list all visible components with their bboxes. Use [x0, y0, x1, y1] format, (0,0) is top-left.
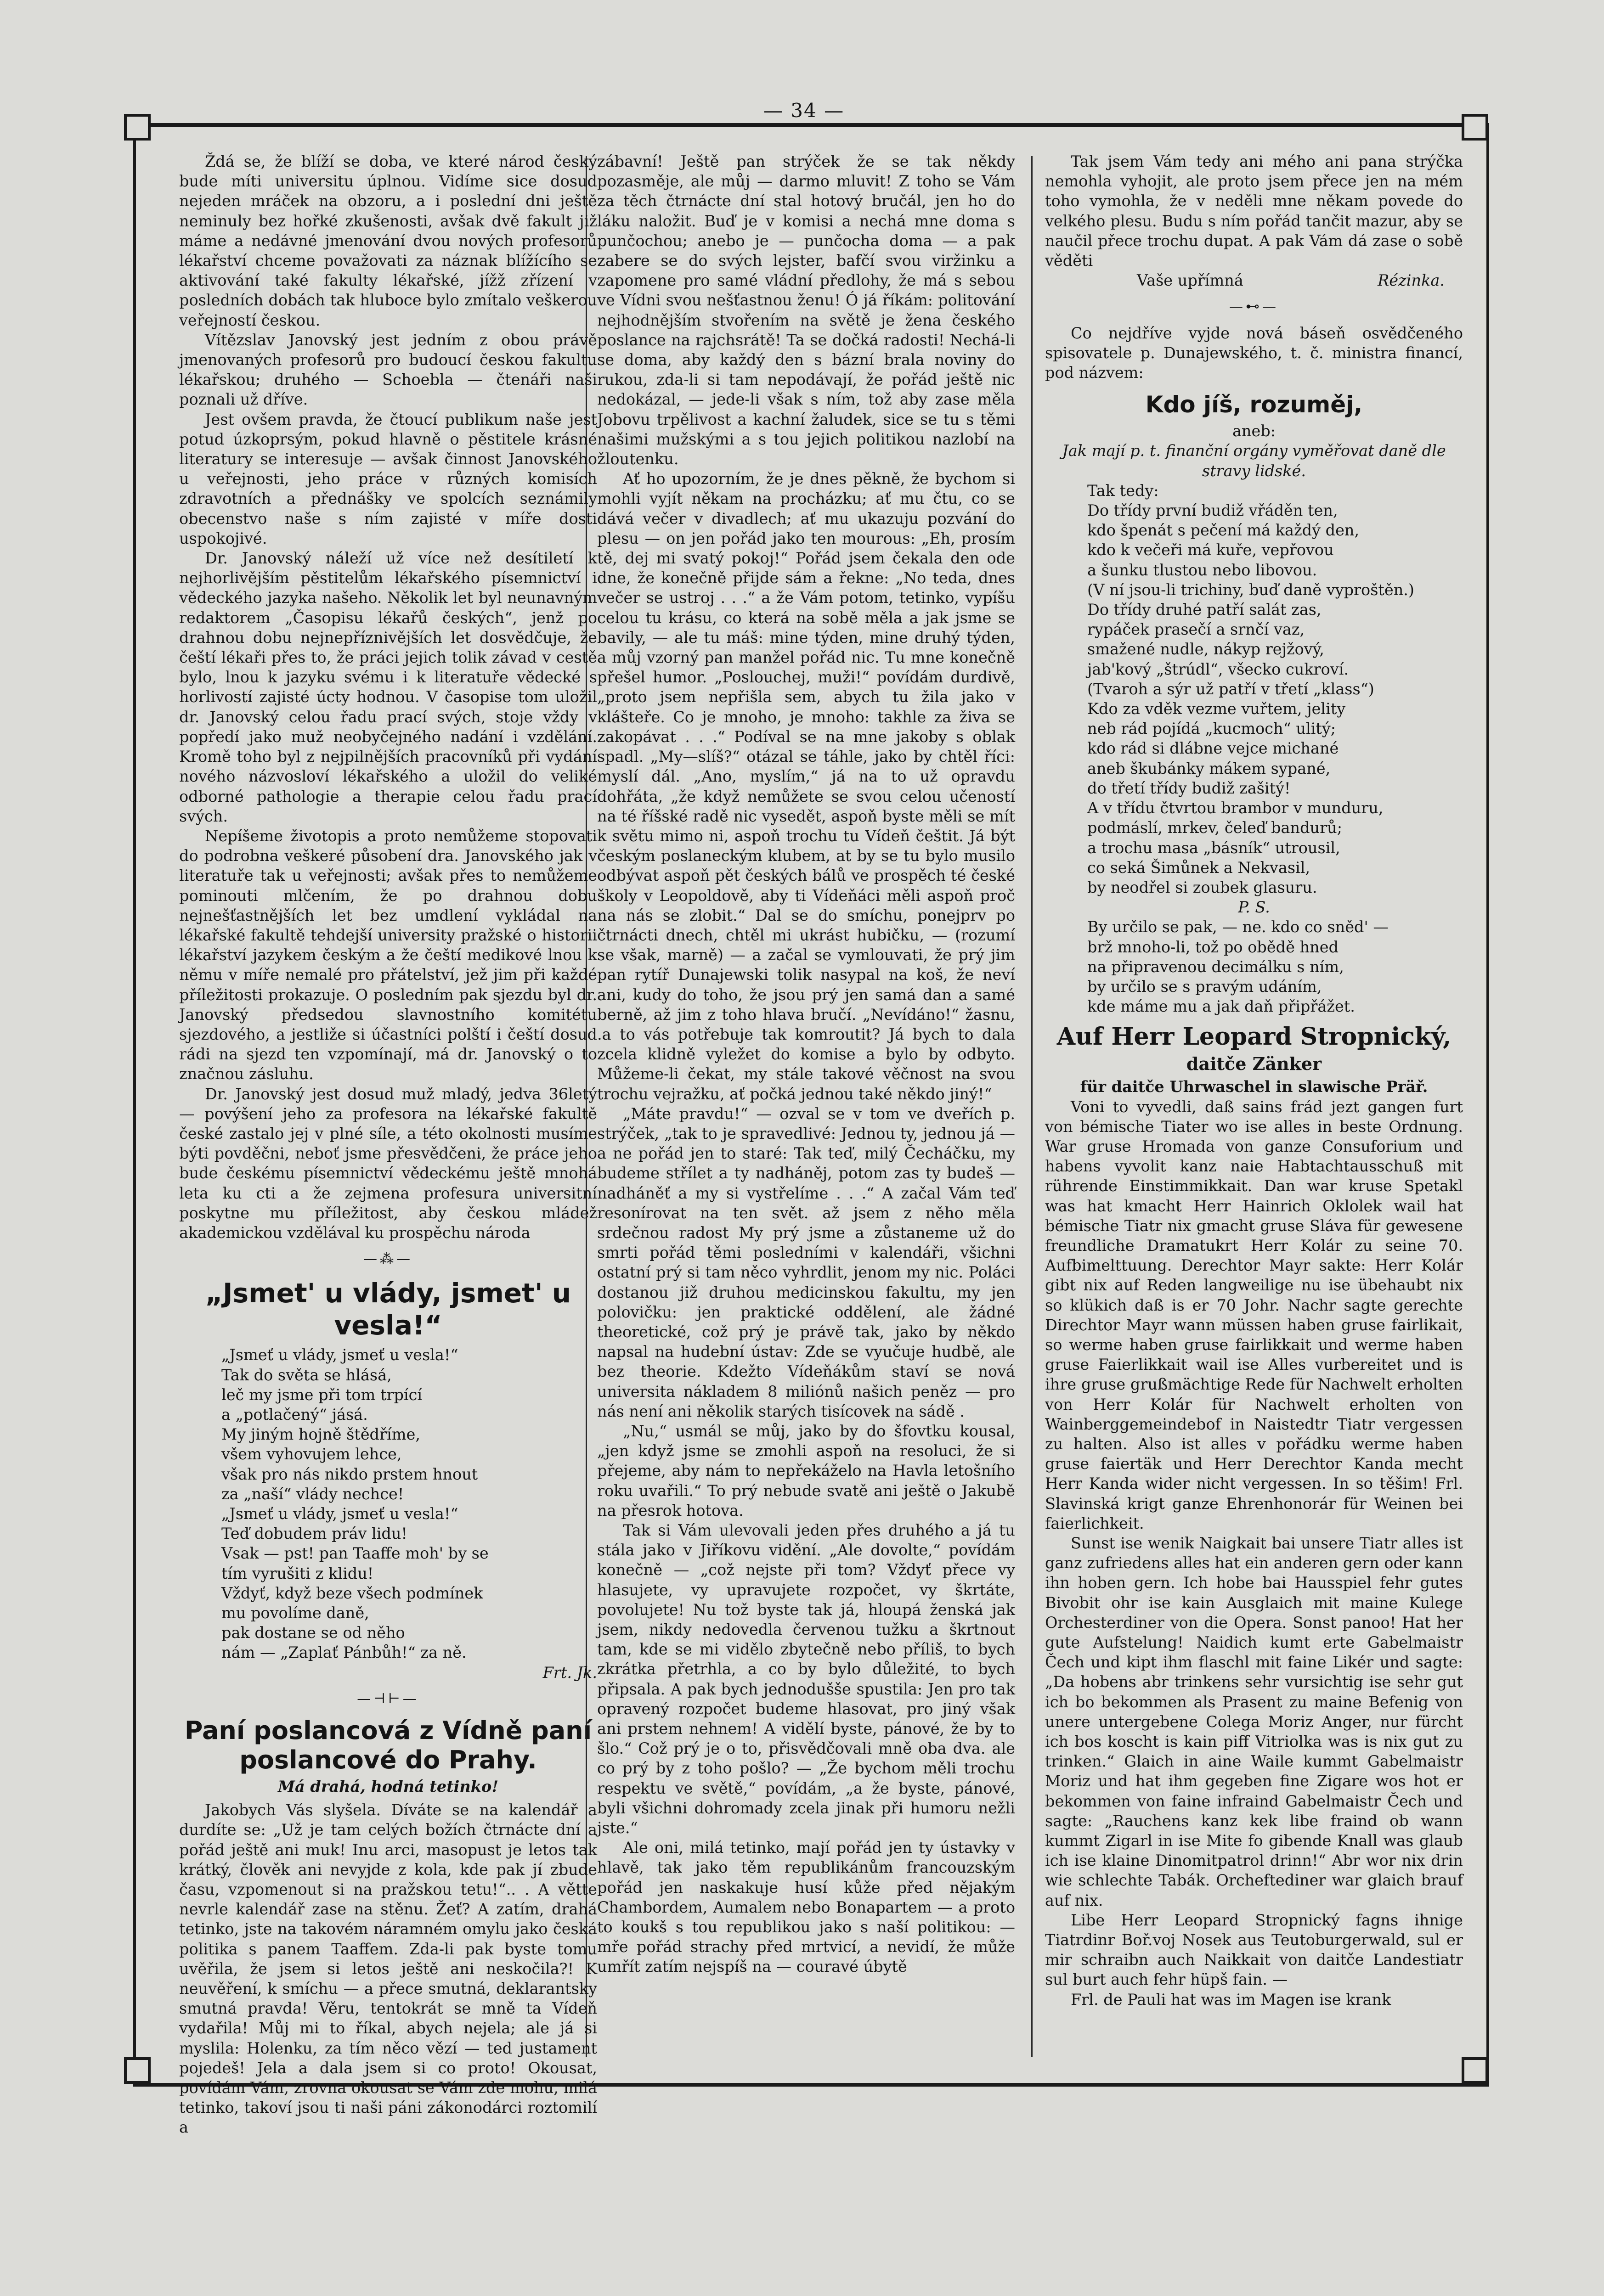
column-3: [1045, 152, 1463, 2062]
poem-line: Vždyť, když beze všech podmínek: [221, 1584, 483, 1602]
satire-poem-title: Kdo jíš, rozuměj,: [1145, 391, 1363, 418]
poem-line: kdo špenát s pečení má každý den,: [1087, 521, 1360, 540]
postscript-body: [1045, 917, 1463, 1016]
poem-line: však pro nás nikdo prstem hnout: [221, 1465, 478, 1483]
border-corner-top-right: [1462, 114, 1488, 141]
article-janovsky-p4: Dr. Janovský náleží už více než desítiletí k nejhorlivějším pěstitelům lékařského písemnictví i vědeckého jazyka našeho. Několik let byl neunavným redaktorem „Časopisu lékařů českých“, jenž po drahnou dobu nejnepříznivějších let dosvědčuje, že čeští lékaři přes to, že práci jejich tolik závad v cestě bylo, lnou k jazyku svému i k literatuře vědecké s horlivostí zajisté úcty hodnou. V časopise tom uložil dr. Janovský celou řadu prací svých, stoje vždy v popředí jako muž neobyčejného nadání i vzdělání. Kromě toho byl z nejpilnějších pracovníků při vydání nového názvosloví lékařského a uložil do veliké odborné pathologie a therapie celou řadu prací svých.: [179, 549, 597, 825]
announcement-intro: Co nejdříve vyjde nová báseň osvědčeného spisovatele p. Dunajewského, t. č. ministra financí, pod názvem:: [1045, 324, 1463, 382]
dialect-article-title: Auf Herr Leopard Stropnický,: [1056, 1023, 1452, 1051]
ornament-divider: —⊷—: [1229, 298, 1279, 315]
letter-continued-p3: „Máte pravdu!“ — ozval se v tom ve dveřích p. strýček, „tak to je spravedlivé: Jednou ty, jednou já — a ne pořád jen to staré: Tak teď, milý Čecháčku, my budeme střílet a ty nadháněj, potom zas ty budeš — nadháněť a my si vystřelíme . . .“ A začal Vám teď resonírovat na ten svět. až jsem z něho měla srdečnou radost My prý jsme a zůstaneme už do smrti pořád těmi posledními v kalendáři, všichni ostatní prý si tam něco vyhrdlit, jenom my nic. Poláci dostanou již druhou medicinskou fakultu, my jen polovičku: jen praktické oddělení, ale žádné theoretické, což prý je právě tak, jako by někdo napsal na hudební ústav: Zde se vyučuje hudbě, ale bez theorie. Kdežto Vídeňákům staví se nová universita nákladem 8 miliónů našich peněz — pro nás není ani několik starých tisícovek na sádě .: [597, 1104, 1015, 1420]
letter-continued-p2: Ať ho upozorním, že je dnes pěkně, že bychom si mohli vyjít někam na procházku; ať mu čtu, co se dává večer v divadlech; ať mu ukazuju pozvání do plesu — on jen pořád jako ten mourous: „Eh, prosím tě, dej mi svatý pokoj!“ Pořád jsem čekala den ode dne, že konečně přijde sám a řekne: „No teda, dnes večer se ustroj . . .“ a že Vám potom, tetinko, vypíšu celou tu krásu, co která na sobě měla a jak jsme se bavily, — ale tu máš: mine týden, mine druhý týden, a můj vzorný pan manžel pořád nic. Tu mne konečně přešel humor. „Poslouchej, muži!“ povídám durdivě, „proto jsem nepřišla sem, abych tu žila jako v klášteře. Co je mnoho, je mnoho: takhle za živa se zakopávat . . .“ Podíval se na mne jakoby s oblak spadl. „My—slíš?“ otázal se táhle, jako by chtěl říci: myslí dál. „Ano, myslím,“ já na to už opravdu dohřáta, „že když nemůžete se svou celou učeností na té říšské radě nic vysedět, aspoň byste měli se mít k světu mimo ni, aspoň trochu tu Vídeň češtit. Já být českým poslaneckým klubem, at by se tu bylo musilo odbývat aspoň pět českých bálů ve prospěch té české školy v Leopoldově, aby ti Vídeňáci měli aspoň proč na nás se zlobit.“ Dal se do smíchu, ponejprv po čtrnácti dnech, chtěl mi ukrást hubičku, — (rozumí se však, marně) — a začal se vymlouvati, že prý jim pan rytíř Dunajewski tolik nasypal na koš, že neví ani, kudy do toho, že jsou prý jen samá dan a samé berně, až jim z toho hlava bručí. „Nevídáno!“ žasnu, .a to vás potřebuje tak komroutit? Já bych to dala zcela klidně vyležet do komise a bylo by odbyto. Můžeme-li čekat, my stále takové věčnost na svou trochu vejražku, ať počká jednou také někdo jiný!“: [597, 470, 1015, 1103]
dialect-article-p1: Voni to vyvedli, daß sains frád jezt gangen furt von bémische Tiater wo ise alles in beste Ordnung. War gruse Hromada von ganze Consuforium und habens vyvolit kanz naie Habtachtausschuß mit rührende Einstimmikkait. Dan war kruse Spetakl was hat kmacht Herr Hainrich Oklolek wail hat bémische Tiatr nix gmacht gruse Sláva für gewesene freundliche Dramatukrt Herr Kolár zu seine 70. Aufbimelttuung. Derechtor Mayr sakte: Herr Kolár gibt nix auf Reden langweilige nu ise übehaubt nix so klükich daß is er 70 Johr. Nachr sagte gerechte Direchtor Mayr wann müssen haben gruse fairlikait, so werme haben gruse fairlikkait und werme haben gruse Faierlikkait wail ise Alles vurbereitet und is ihre gruse grußmächtige Rede für Nachwelt erholten von Herr Kolár für Nachwelt erholten von Wainberggemeindebof in Naistedtr Tiatr vergessen zu halten. Also ist alles v pořádku werme haben gruse faiertäk und Herr Derechtor Kanda mecht Herr Kanda wider nicht vergessen. In so těšim! Frl. Slavinská krigt ganze Ehrenhonorár für Weinen bei faierlichkeit.: [1045, 1097, 1463, 1532]
poem-line: pak dostane se od něho: [221, 1624, 405, 1642]
ornament-divider: —⁂—: [363, 1251, 413, 1267]
poem-line: smažené nudle, nákyp rejžový,: [1087, 640, 1324, 658]
poem-line: by neodřel si zoubek glasuru.: [1087, 878, 1317, 896]
poem-line: brž mnoho-li, tož po obědě hned: [1087, 938, 1339, 956]
letter-continued-p1: zábavní! Ještě pan strýček že se tak někdy pozasměje, ale můj — darmo mluvit! Z toho se Vám za těch čtrnácte dní stal hotový bručál, jen ho do láku naložit. Buď je v komisi a nechá mne doma s punčochou; anebo je — punčocha doma — a pak zabere se do svých lejster, bafčí svou viržinku a zapomene pro samé vládní předlohy, že má s sebou ve Vídni svou nešťastnou ženu! Ó já říkám: politování nejhodnějším stvořením na světě je žena českého poslance na rajchsrátě! Ta se dočká radosti! Nechá-li se doma, aby každý den s bázní brala noviny do rukou, zda-li si tam nepodávají, že pořád ještě nic nedokázal, — jede-li však s ním, tož aby zase měla Jobovu trpělivost a kachní žaludek, sice se tu s těmi našimi mužskými a s tou jejich politikou nazlobí na žloutenku.: [597, 152, 1015, 468]
poem-line: Kdo za vděk vezme vuřtem, jelity: [1087, 700, 1346, 718]
poem-line: „Jsmeť u vlády, jsmeť u vesla!“: [221, 1346, 458, 1364]
poem-line: leč my jsme při tom trpící: [221, 1385, 423, 1404]
signature-name: Rézinka.: [1378, 271, 1445, 290]
poem-line: My jiným hojně štědříme,: [221, 1425, 420, 1444]
poem-line: na připravenou decimálku s ním,: [1087, 957, 1344, 976]
dialect-article-subtitle: daitče Zänker: [1186, 1053, 1322, 1075]
satire-poem-body: [1045, 481, 1463, 897]
article-janovsky-p3: Jest ovšem pravda, že čtoucí publikum naše jest potud úzkoprsým, pokud hlavně o pěstitele krásné literatury se interesuje — avšak činnost Janovského u veřejnosti, jeho práce v různých komisích zdravotních a přednášky ve spolcích seznámily obecenstvo naše s ním zajisté v míře dosti uspokojivé.: [179, 410, 597, 547]
poem-line: By určilo se pak, — ne. kdo co sněd' —: [1087, 918, 1389, 936]
poem-line: „Jsmeť u vlády, jsmeť u vesla!“: [221, 1505, 458, 1523]
poem-line: (V ní jsou-li trichiny, buď daně vyproštěn.): [1087, 580, 1414, 599]
poem-line: Do třídy druhé patří salát zas,: [1087, 601, 1322, 619]
poem-signature: Frt. Jk.: [542, 1663, 597, 1682]
dialect-article-p2: Sunst ise wenik Naigkait bai unsere Tiatr alles ist ganz zufriedens alles hat ein anderen gern oder kann ihn hoben gern. Ich hobe bai Hausspiel fehr gutes Bivobit ohr ise kain Ausglaich mit maine Kulege Orchesterdiner von die Opera. Sonst panoo! Hat her gute Aufstelung! Naidich kumt erte Gabelmaistr Čech und kipt ihm flaschl mit faine Likér und sagte: „Da hobens abr trinkens sehr vursichtig ise sehr gut ich bo bekommen als Prasent zu maine Befenig von unere untergebene Colega Moriz Anger, nur fürcht ich bos koscht is kain piff Vitriolka was is nix gut zu trinken.“ Glaich in aine Waile kummt Gabelmaistr Moriz und hat ihm gegeben fine Zigare wos hot er bekommen von faine infraind Gabelmaistr Čech und sagte: „Rauchens kanz kek libe fraind ob wann kummt Zigarl in ise Mite fo gibende Knall was glaub ich ise klaine Dinomitpatrol drinn!“ Abr wor nix drin wie schlechte Tabák. Orcheftediner war glaich brauf auf nix.: [1045, 1534, 1463, 1909]
article-salutation: Má drahá, hodná tetinko!: [277, 1778, 499, 1796]
letter-continued-p4: „Nu,“ usmál se můj, jako by do šfovtku kousal, „jen když jsme se zmohli aspoň na resoluci, že si přejeme, aby nám to nepřekáželo na Havla letošního roku uvařili.“ To prý nebude svatě ani ještě o Jakubě na přesrok hotova.: [597, 1422, 1015, 1519]
poem-line: a trochu masa „básník“ utrousil,: [1087, 838, 1340, 857]
letter-signature: [1045, 270, 1463, 290]
poem-line: a šunku tlustou nebo libovou.: [1087, 561, 1317, 579]
poem-line: by určilo se s pravým udáním,: [1087, 977, 1322, 996]
column-1: [179, 152, 597, 2137]
poem-body: [179, 1345, 597, 1662]
poem-line: všem vyhovujem lehce,: [221, 1445, 402, 1463]
poem-line: Tak do světa se hlásá,: [221, 1366, 392, 1384]
poem-line: tím vyrušiti z klidu!: [221, 1564, 374, 1582]
poem-line: Teď dobudem práv lidu!: [221, 1525, 407, 1543]
dialect-article-p3: Libe Herr Leopard Stropnický fagns ihnige Tiatrdinr Boř.voj Nosek aus Teutoburgerwald, sul er mir schraibn auch Naikkait von daitče Landestiatr sul burt auch fehr hüpš fain. —: [1045, 1911, 1463, 1989]
poem-line: kdo rád si dlábne vejce michané: [1087, 739, 1339, 758]
poem-line: a „potlačený“ jásá.: [221, 1405, 368, 1424]
ornament-divider: —⊣⊢—: [357, 1690, 419, 1707]
poem-line: co seká Šimůnek a Nekvasil,: [1087, 858, 1310, 877]
letter-continued-p5: Tak si Vám ulevovali jeden přes druhého a já tu stála jako v Jiříkovu vidění. „Ale dovolte,“ povídám konečně — „což nejste při tom? Vždyť přece vy hlasujete, vy upravujete rozpočet, vy škrtáte, povolujete! Nu tož byste tak já, hloupá ženská jak jsem, nikdy nedovedla červenou tužku a škrtnout tam, kde se mi vidělo zbytečně nebo příliš, to bych zkrátka přetrhla, a co by bylo důležité, to bych připsala. A pak bych jednodušše spustila: Jen pro tak opravený rozpočet budeme hlasovat, pro jiný však ani prstem nehnem! A vidělí byste, pánové, že by to šlo.“ Což prý je o to, přisvědčovali mně oba dva. ale co prý by z toho pošlo? — „Že bychom měli trochu respektu ve světě,“ povídám, „a že byste, pánové, byli všichni dohromady zcela jinak při humoru nežli jste.“: [597, 1521, 1015, 1837]
article-janovsky-p2: Vítězslav Janovský jest jedním z obou právě jmenovaných profesorů pro budoucí českou fakultu lékařskou; druhého — Schoebla — čtenáři naši poznali už dříve.: [179, 331, 597, 409]
poem-line: do třetí třídy budiž zašitý!: [1087, 779, 1291, 797]
column-divider-2: [1031, 156, 1033, 2057]
poem-line: podmáslí, mrkev, čeleď bandurů;: [1087, 819, 1342, 837]
article-janovsky-p5: Nepíšeme životopis a proto nemůžeme stopovati do podrobna veškeré působení dra. Janovského jak v literatuře tak u veřejnosti; avšak přes to nemůžeme pominouti mlčením, že po drahnou dobu nejnešťastnějších let bez umdlení vykládal na lékařské fakultě tehdejší university pražské o historii lékařství jazykem českým a že čeští medikové lnou k němu v míře nemalé pro přátelství, jež jim při každé příležitosti prokazuje. O posledním pak sjezdu byl dr. Janovský předsedou slavnostního komitétu sjezdového, a jestliže si účastníci polští i čeští dosud rádi na sjezd ten vzpomínají, má dr. Janovský o to značnou zásluhu.: [179, 827, 597, 1083]
poem-line: nám — „Zaplať Pánbůh!“ za ně.: [221, 1643, 467, 1662]
article-letter-p1: Jakobych Vás slyšela. Díváte se na kalendář a durdíte se: „Už je tam celých božích čtrnácte dní a pořád ještě ani muk! Inu arci, masopust je letos tak krátký, člověk ani nevyjde z kola, kde pak jí zbude času, vzpomenout si na pražskou tetu!“.. . A větte nevrle kalendář zase na stěnu. Žeť? A zatím, drahá tetinko, jste na takovém náramném omylu jako česká politika s panem Taaffem. Zda-li pak byste tomu uvěřila, že jsem si letos ještě ani neskočila?! K neuvěření, k smíchu — a přece smutná, deklarantsky smutná pravda! Věru, tentokrát se mně ta Vídeň vydařila! Můj mi to říkal, abych nejela; ale já si myslila: Holenku, za tím něco vězí — ted justament pojedeš! Jela a dala jsem si co proto! Okousat, povídám Vám, zrovna okousat se Vám zde mohu, milá tetinko, takoví jsou ti naši páni zákonodárci roztomilí a: [179, 1801, 597, 2137]
article-title: Paní poslancová z Vídně paní poslancové do Prahy.: [184, 1716, 592, 1775]
article-janovsky-p1: Ždá se, že blíží se doba, ve které národ český bude míti universitu úplnou. Vidíme sice dosud nejeden mráček na obzoru, a i poslední dni ještě neminuly bez hořké zkušenosti, avšak dvě fakult již máme a nedávné jmenování dvou nových profesorů lékařství chceme považovati za náznak blížícího se aktivování také fakulty lékařské, jížž zřízení v posledních dobách tak hluboce bylo zmítalo veškerou veřejností českou.: [179, 152, 597, 329]
poem-line: neb rád pojídá „kucmoch“ ulitý;: [1087, 720, 1336, 738]
satire-poem-aneb: aneb:: [1232, 422, 1276, 440]
dialect-article-p4: Frl. de Pauli hat was im Magen ise krank: [1071, 1990, 1391, 2009]
border-corner-bottom-left: [124, 2057, 151, 2084]
article-janovsky-p6: Dr. Janovský jest dosud muž mladý, jedva 36letý — povýšení jeho za profesora na lékařské fakultě české zastalo jej v plné síle, a této okolnosti musíme býti povděčni, neboť jsme přesvědčeni, že práce jeho bude českému písemnictví vědeckému ještě mnohá leta ku cti a že zejmena profesura universitní poskytne mu příležitost, aby českou mládež akademickou vzdělával ku prospěchu národa: [179, 1085, 597, 1242]
satire-poem-subtitle: Jak mají p. t. finanční orgány vyměřovat daně dle stravy lidské.: [1062, 442, 1446, 480]
letter-ending: Tak jsem Vám tedy ani mého ani pana strýčka nemohla vyhojit, ale proto jsem přece jen na mém toho vymohla, že v neděli mne někam povede do velkého plesu. Budu s ním pořád tančit mazur, aby se naučil přece trochu dupat. A pak Vám dá zase o sobě věděti: [1045, 152, 1463, 270]
letter-continued-p6: Ale oni, milá tetinko, mají pořád jen ty ústavky v hlavě, tak jako těm republikánům francouzským pořád jen naskakuje husí kůže před nějakým Chambordem, Aumalem nebo Bonapartem — a proto to koukš s tou republikou jako s naší politikou: — mře pořád strachy před mrtvicí, a nevidí, že může umřít zatím nejspíš na — couravé úbytě: [597, 1839, 1015, 1976]
poem-line: mu povolíme daně,: [221, 1604, 369, 1622]
border-corner-top-left: [124, 114, 151, 141]
page-number: — 34 —: [735, 99, 873, 122]
poem-line: aneb škubánky mákem sypané,: [1087, 759, 1331, 777]
border-corner-bottom-right: [1462, 2057, 1488, 2084]
poem-title: „Jsmet' u vlády, jsmet' u vesla!“: [205, 1277, 571, 1341]
poem-line: Vsak — pst! pan Taaffe moh' by se: [221, 1544, 489, 1563]
poem-line: kde máme mu a jak daň připřážet.: [1087, 997, 1355, 1016]
postscript-label: P. S.: [1238, 898, 1270, 917]
signature-closing: Vaše upřímná: [1137, 271, 1243, 290]
poem-line: kdo k večeři má kuře, vepřovou: [1087, 541, 1334, 559]
poem-line: Tak tedy:: [1087, 481, 1159, 500]
poem-line: (Tvaroh a sýr už patří v třetí „klass“): [1087, 680, 1374, 698]
poem-line: jab'kový „štrúdl“, všecko cukroví.: [1087, 660, 1349, 678]
poem-line: Do třídy první budiž vřáděn ten,: [1087, 501, 1338, 520]
poem-line: za „naší“ vlády nechce!: [221, 1485, 404, 1503]
dialect-article-subtitle-2: für daitče Uhrwaschel in slawische Präř.: [1080, 1078, 1428, 1096]
column-2: [597, 152, 1015, 2062]
poem-line: rypáček prasečí a srnčí vaz,: [1087, 620, 1305, 639]
poem-line: A v třídu čtvrtou brambor v munduru,: [1087, 799, 1384, 817]
